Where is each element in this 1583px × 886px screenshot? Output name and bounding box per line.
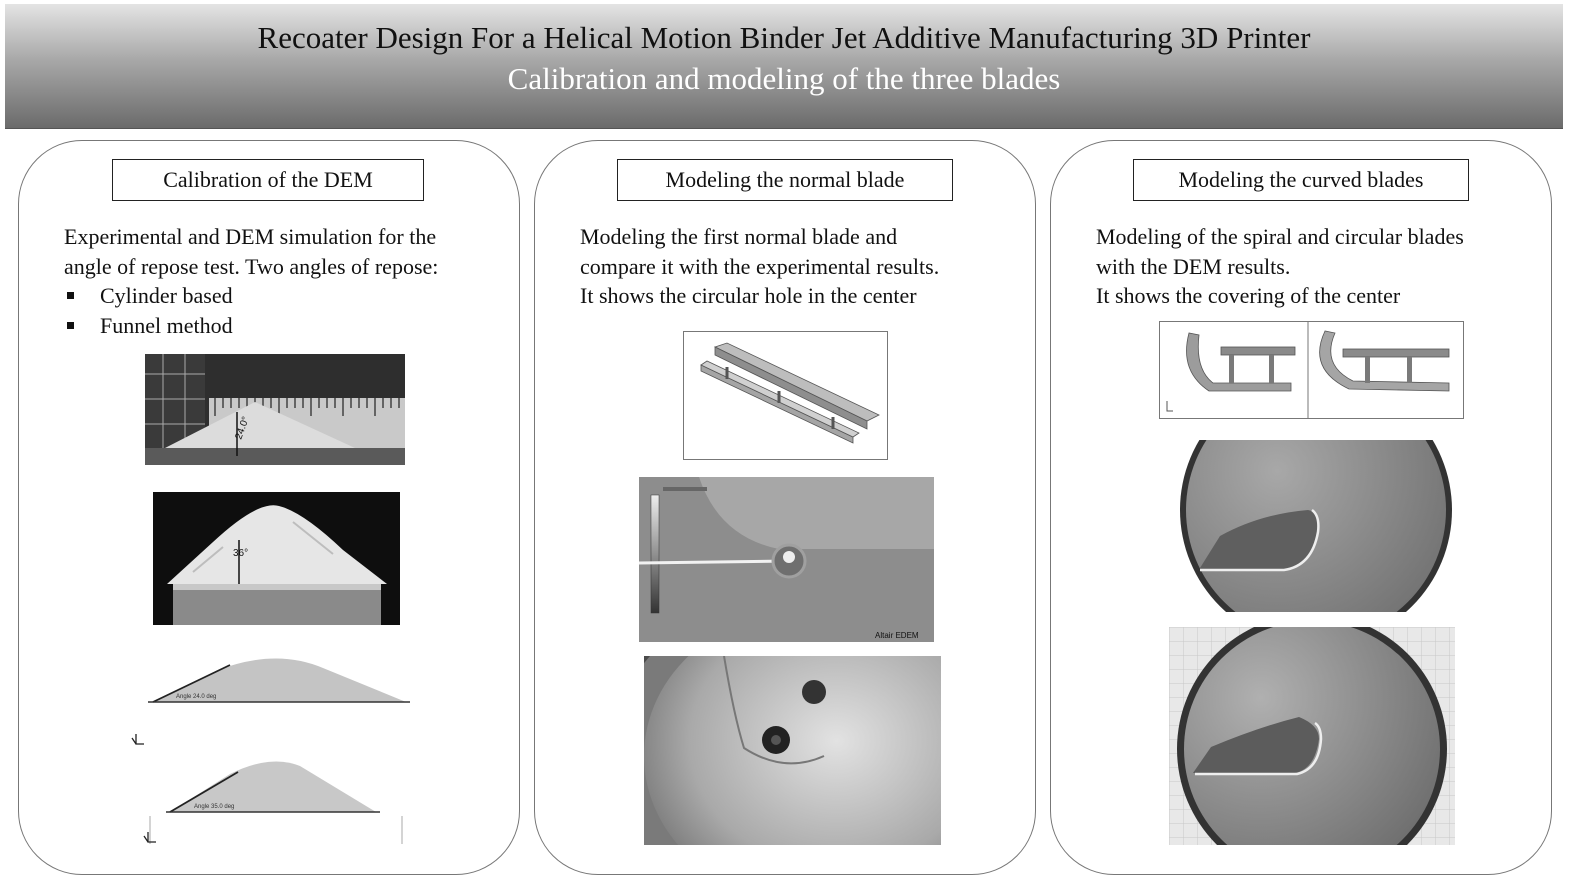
sim-2-label: Angle 35.0 deg [194, 804, 235, 810]
pile-photo [153, 492, 400, 625]
bullet-item: Funnel method [64, 311, 504, 341]
text-line: angle of repose test. Two angles of repose: [64, 253, 439, 279]
experimental-bed-photo [644, 656, 941, 845]
ruler-angle-photo [145, 354, 405, 465]
panel-calibration-title: Calibration of the DEM [112, 159, 424, 201]
panel-curved-blades-text [1096, 222, 1536, 311]
curved-blades-cad [1159, 321, 1464, 419]
text-line: It shows the circular hole in the center [580, 283, 917, 308]
text-line: with the DEM results. [1096, 253, 1291, 279]
ruler-angle-label: 24.0° [233, 415, 252, 442]
panel-normal-blade-text [580, 222, 1020, 311]
text-line: Experimental and DEM simulation for the [64, 224, 437, 249]
main-title: Recoater Design For a Helical Motion Binder Jet Additive Manufacturing 3D Printer [257, 20, 1311, 55]
panel-normal-blade-title: Modeling the normal blade [617, 159, 953, 201]
text-line: It shows the covering of the center [1096, 283, 1401, 308]
text-line: Modeling the first normal blade and [580, 224, 898, 249]
panel-calibration-text [64, 222, 504, 340]
circular-blade-dem-result [1169, 627, 1455, 845]
dem-pile-sim-1 [128, 648, 413, 748]
dem-pile-sim-2 [140, 752, 405, 847]
header-banner [5, 4, 1563, 129]
subtitle: Calibration and modeling of the three blades [507, 61, 1061, 96]
method-list [64, 281, 504, 340]
text-line: compare it with the experimental results. [580, 253, 940, 279]
sim-1-label: Angle 24.0 deg [176, 694, 217, 700]
edem-watermark: Altair EDEM [875, 631, 919, 640]
text-line: Modeling of the spiral and circular blades [1096, 224, 1464, 249]
panel-curved-blades-title: Modeling the curved blades [1133, 159, 1469, 201]
bullet-item: Cylinder based [64, 281, 504, 311]
spiral-blade-dem-result [1180, 440, 1453, 612]
pile-angle-label: 36° [233, 548, 249, 559]
normal-blade-cad [683, 331, 888, 460]
edem-simulation-view [639, 477, 934, 642]
